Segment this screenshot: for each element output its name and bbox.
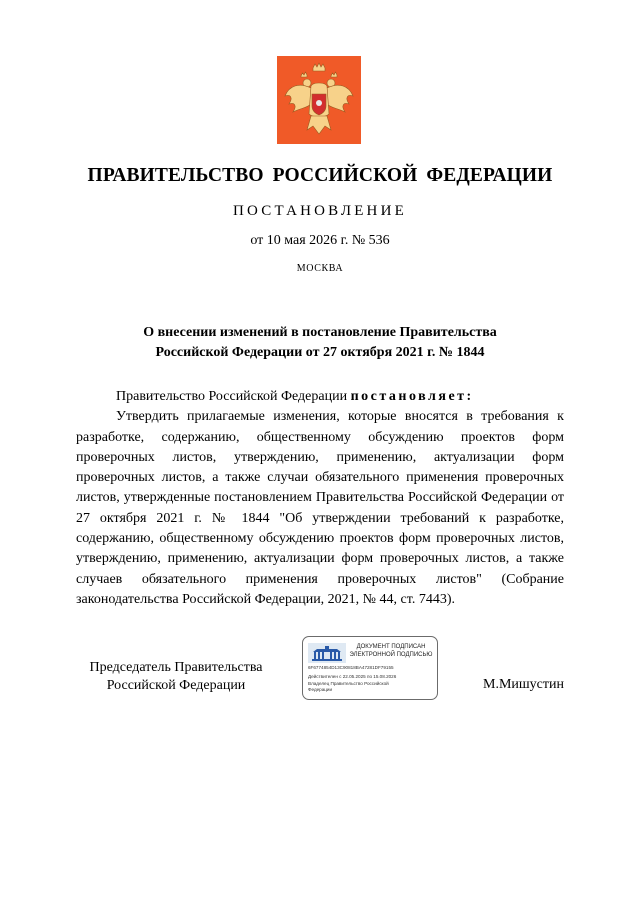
main-paragraph: Утвердить прилагаемые изменения, которые вносятся в требования к разработке, содержанию, общественному обсуждению проектов форм проверочных листов, утверждению, применению, актуализации форм проверочных листов, а также случаи обязательного применения проверочных листов, утвержденные постановлением Правительства Российской Федерации от 27 октября 2021 г. № 1844 "Об утверждении требований к разработке, содержанию, общественному обсуждению проектов форм проверочных листов, утверждению, применению, актуализации форм проверочных листов, а также случаев обязательного применения проверочных листов" (Собрание законодательства Российской Федерации, 2021, № 44, ст. 7443).	[76, 409, 564, 607]
stamp-validity: Действителен с 22.05.2025 по 15.08.2026	[308, 674, 397, 679]
stamp-certificate: 6F6774854D13C90818BA47281DF79155	[308, 665, 394, 670]
document-body	[76, 387, 564, 610]
intro-text: Правительство Российской Федерации	[116, 389, 351, 404]
subject-line-2: Российской Федерации от 27 октября 2021 г. № 1844	[155, 345, 485, 360]
signer-position-line-2: Российской Федерации	[106, 678, 246, 693]
stamp-owner-line-1: Владелец Правительство Российской	[308, 681, 389, 686]
document-type: ПОСТАНОВЛЕНИЕ	[233, 203, 407, 219]
stamp-title	[347, 643, 435, 659]
intro-paragraph	[76, 387, 564, 407]
stamp-owner-line-2: Федерации	[308, 687, 333, 692]
signer-name: М.Мишустин	[483, 677, 564, 692]
electronic-signature-stamp	[302, 636, 438, 700]
document-date-number: от 10 мая 2026 г. № 536	[250, 233, 390, 248]
stamp-title-line-1: ДОКУМЕНТ ПОДПИСАН	[356, 644, 426, 650]
intro-verb: постановляет:	[350, 389, 474, 404]
stamp-title-line-2: ЭЛЕКТРОННОЙ ПОДПИСЬЮ	[349, 652, 433, 658]
subject-line-1: О внесении изменений в постановление Правительства	[143, 325, 497, 340]
signer-position-line-1: Председатель Правительства	[89, 660, 263, 675]
government-building-icon	[308, 643, 346, 663]
document-subject	[60, 323, 580, 363]
document-city: МОСКВА	[296, 263, 344, 274]
coat-of-arms-icon	[277, 56, 361, 144]
government-title: ПРАВИТЕЛЬСТВО РОССИЙСКОЙ ФЕДЕРАЦИИ	[87, 165, 553, 186]
signer-position	[76, 659, 276, 695]
